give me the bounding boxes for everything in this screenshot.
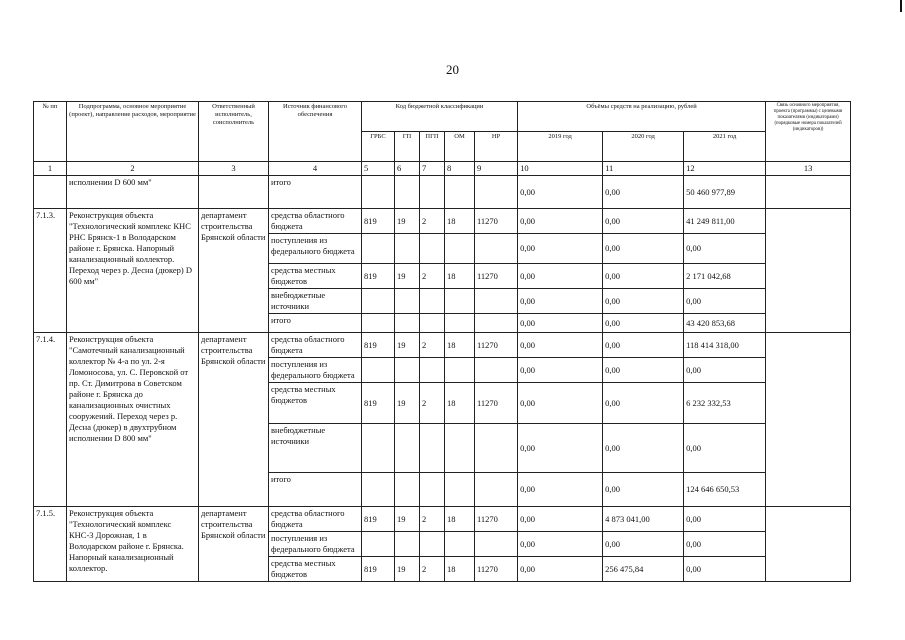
source-label: средства областного бюджета [269, 333, 362, 358]
code-grbs: 819 [362, 507, 395, 532]
code-grbs: 819 [362, 333, 395, 358]
value-2019: 0,00 [518, 383, 603, 424]
measure-text: Реконструкция объекта "Технологический комплекс КНС-3 Дорожная, 1 в Володарском районе г. Брянска. Напорный канализационный коллектор. [67, 507, 199, 582]
value-2021: 0,00 [684, 557, 766, 582]
code-gp: 19 [395, 507, 420, 532]
code-np: 11270 [475, 557, 518, 582]
code-pgp: 2 [420, 209, 445, 234]
column-number: 9 [475, 162, 518, 176]
value-2021: 0,00 [684, 532, 766, 557]
source-label: внебюджетные источники [269, 289, 362, 314]
row-number: 7.1.3. [34, 209, 67, 333]
value-2019: 0,00 [518, 264, 603, 289]
code-gp: 19 [395, 383, 420, 424]
header-responsible: Ответственный исполнитель, соисполнитель [199, 102, 269, 162]
code-grbs: 819 [362, 264, 395, 289]
continuation-text: исполнении D 600 мм" [67, 176, 199, 209]
total-2019: 0,00 [518, 473, 603, 507]
measure-text: Реконструкция объекта "Технологический комплекс КНС РНС Брянск-1 в Володарском районе г. Брянска. Напорный канализационный коллектор. Переход через р. Десна (дюкер) D 600 мм" [67, 209, 199, 333]
source-label: средства местных бюджетов [269, 264, 362, 289]
column-number: 13 [766, 162, 851, 176]
value-2020: 4 873 041,00 [603, 507, 684, 532]
column-number: 5 [362, 162, 395, 176]
code-pgp: 2 [420, 264, 445, 289]
value-2021: 2 171 042,68 [684, 264, 766, 289]
code-gp: 19 [395, 333, 420, 358]
code-np: 11270 [475, 507, 518, 532]
source-label: средства местных бюджетов [269, 383, 362, 424]
value-2019: 0,00 [518, 358, 603, 383]
source-label: средства областного бюджета [269, 209, 362, 234]
column-number: 6 [395, 162, 420, 176]
value-2021: 118 414 318,00 [684, 333, 766, 358]
continuation-total-label: итого [269, 176, 362, 209]
header-program: Подпрограмма, основное мероприятие (проект), направление расходов, мероприятие [67, 102, 199, 162]
header-no: № пп [34, 102, 67, 162]
header-grbs: ГРБС [362, 132, 395, 162]
value-2021: 0,00 [684, 507, 766, 532]
code-gp: 19 [395, 264, 420, 289]
source-label: поступления из федерального бюджета [269, 234, 362, 264]
header-2019: 2019 год [518, 132, 603, 162]
value-2020: 0,00 [603, 532, 684, 557]
column-number: 8 [445, 162, 475, 176]
value-2019: 0,00 [518, 234, 603, 264]
code-np: 11270 [475, 383, 518, 424]
measure-text: Реконструкция объекта "Самотечный канализационный коллектор № 4-а по ул. 2-я Ломоносова, ул. С. Перовской от пр. Ст. Димитрова в Советском районе г. Брянска до канализационных очистных сооружений. Переход через р. Десна (дюкер) в двухтрубном исполнении D 800 мм" [67, 333, 199, 507]
header-row-1 [34, 102, 851, 132]
total-2021: 43 420 853,68 [684, 314, 766, 333]
budget-table [33, 101, 851, 582]
value-2019: 0,00 [518, 289, 603, 314]
value-2020: 0,00 [603, 383, 684, 424]
header-np: НР [475, 132, 518, 162]
value-2021: 0,00 [684, 358, 766, 383]
column-number: 12 [684, 162, 766, 176]
code-om: 18 [445, 507, 475, 532]
table-row-715-regional [34, 507, 851, 532]
code-grbs: 819 [362, 557, 395, 582]
table-row-714-regional [34, 333, 851, 358]
value-2021: 0,00 [684, 289, 766, 314]
value-2019: 0,00 [518, 209, 603, 234]
column-number: 1 [34, 162, 67, 176]
code-om: 18 [445, 383, 475, 424]
total-label: итого [269, 473, 362, 507]
code-pgp: 2 [420, 557, 445, 582]
continuation-total-2020: 0,00 [603, 176, 684, 209]
header-om: ОМ [445, 132, 475, 162]
responsible-text: департамент строительства Брянской области [199, 209, 269, 333]
code-om: 18 [445, 264, 475, 289]
value-2019: 0,00 [518, 424, 603, 473]
header-pgp: ПГП [420, 132, 445, 162]
source-label: внебюджетные источники [269, 424, 362, 473]
responsible-text: департамент строительства Брянской области [199, 333, 269, 507]
value-2020: 0,00 [603, 333, 684, 358]
value-2021: 41 249 811,00 [684, 209, 766, 234]
header-budget-code: Код бюджетной классификации [362, 102, 518, 132]
edge-mark [900, 0, 902, 12]
column-number: 11 [603, 162, 684, 176]
column-number: 2 [67, 162, 199, 176]
code-pgp: 2 [420, 507, 445, 532]
table-row-713-regional [34, 209, 851, 234]
continuation-total-2021: 50 460 977,89 [684, 176, 766, 209]
code-gp: 19 [395, 209, 420, 234]
header-2020: 2020 год [603, 132, 684, 162]
column-number: 10 [518, 162, 603, 176]
header-source: Источник финансового обеспечения [269, 102, 362, 162]
code-np: 11270 [475, 209, 518, 234]
column-number: 4 [269, 162, 362, 176]
value-2020: 256 475,84 [603, 557, 684, 582]
code-np: 11270 [475, 333, 518, 358]
value-2019: 0,00 [518, 557, 603, 582]
value-2021: 0,00 [684, 424, 766, 473]
table-row-continuation [34, 176, 851, 209]
value-2020: 0,00 [603, 424, 684, 473]
code-gp: 19 [395, 557, 420, 582]
total-2021: 124 646 650,53 [684, 473, 766, 507]
code-grbs: 819 [362, 383, 395, 424]
header-2021: 2021 год [684, 132, 766, 162]
source-label: средства областного бюджета [269, 507, 362, 532]
value-2019: 0,00 [518, 333, 603, 358]
value-2020: 0,00 [603, 209, 684, 234]
total-2019: 0,00 [518, 314, 603, 333]
value-2021: 0,00 [684, 234, 766, 264]
value-2020: 0,00 [603, 264, 684, 289]
value-2020: 0,00 [603, 358, 684, 383]
value-2019: 0,00 [518, 507, 603, 532]
total-label: итого [269, 314, 362, 333]
total-2020: 0,00 [603, 314, 684, 333]
value-2020: 0,00 [603, 289, 684, 314]
header-link: Связь основного мероприятия, проекта (программы) с целевыми показателями (индикаторами) (порядковые номера показателей (индикаторов)) [766, 102, 851, 162]
column-number: 3 [199, 162, 269, 176]
source-label: поступления из федерального бюджета [269, 532, 362, 557]
column-number-row [34, 162, 851, 176]
column-number: 7 [420, 162, 445, 176]
value-2020: 0,00 [603, 234, 684, 264]
total-2020: 0,00 [603, 473, 684, 507]
responsible-text: департамент строительства Брянской области [199, 507, 269, 582]
code-om: 18 [445, 209, 475, 234]
header-gp: ГП [395, 132, 420, 162]
code-pgp: 2 [420, 383, 445, 424]
row-number: 7.1.5. [34, 507, 67, 582]
page-number: 20 [446, 62, 459, 77]
source-label: средства местных бюджетов [269, 557, 362, 582]
continuation-total-2019: 0,00 [518, 176, 603, 209]
code-om: 18 [445, 557, 475, 582]
value-2021: 6 232 332,53 [684, 383, 766, 424]
code-grbs: 819 [362, 209, 395, 234]
value-2019: 0,00 [518, 532, 603, 557]
source-label: поступления из федерального бюджета [269, 358, 362, 383]
row-number: 7.1.4. [34, 333, 67, 507]
code-om: 18 [445, 333, 475, 358]
header-volumes: Объёмы средств на реализацию, рублей [518, 102, 766, 132]
code-pgp: 2 [420, 333, 445, 358]
code-np: 11270 [475, 264, 518, 289]
